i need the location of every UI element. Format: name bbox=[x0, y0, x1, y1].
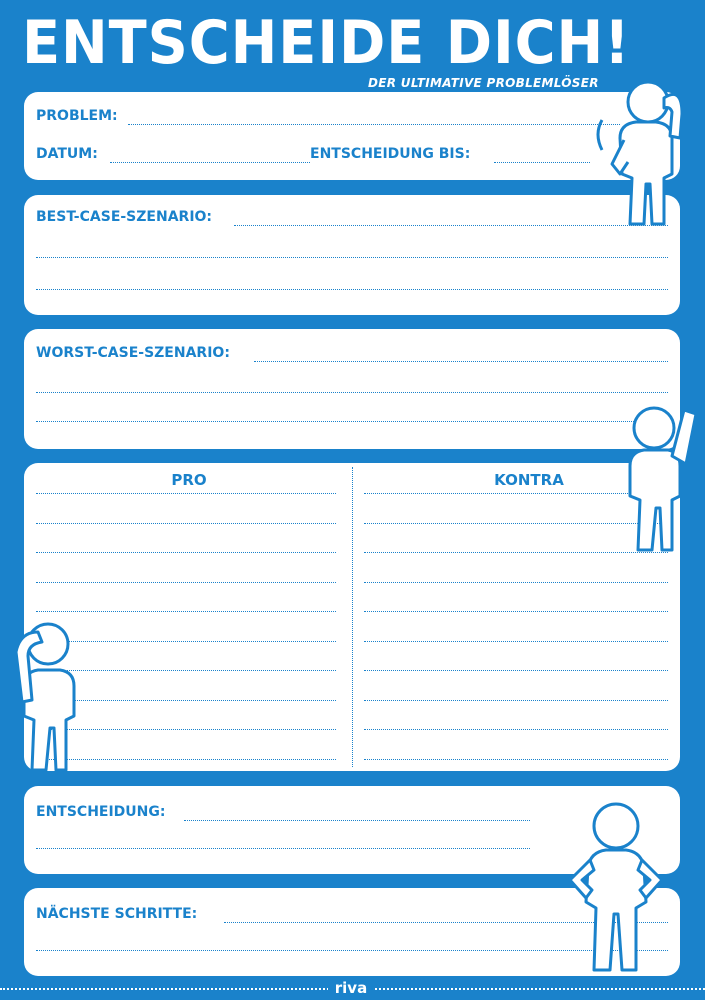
worst-case-line[interactable] bbox=[36, 392, 668, 393]
scratching-head-figure-icon bbox=[12, 612, 82, 774]
entscheidung-bis-label: ENTSCHEIDUNG BIS: bbox=[310, 146, 474, 162]
datum-line[interactable] bbox=[110, 162, 310, 163]
kontra-heading: KONTRA bbox=[494, 471, 564, 489]
page-title: ENTSCHEIDE DICH! bbox=[22, 8, 631, 78]
best-case-line[interactable] bbox=[36, 289, 668, 290]
pro-heading: PRO bbox=[171, 471, 207, 489]
entscheidung-line[interactable] bbox=[184, 820, 530, 821]
best-case-label: BEST-CASE-SZENARIO: bbox=[36, 209, 216, 225]
datum-label: DATUM: bbox=[36, 146, 102, 162]
problem-line[interactable] bbox=[128, 124, 620, 125]
kontra-line[interactable] bbox=[364, 670, 668, 671]
waving-figure-icon bbox=[620, 400, 700, 555]
entscheidung-line[interactable] bbox=[36, 848, 530, 849]
worst-case-line[interactable] bbox=[36, 421, 668, 422]
entscheidung-label: ENTSCHEIDUNG: bbox=[36, 804, 169, 820]
page-subtitle: DER ULTIMATIVE PROBLEMLÖSER bbox=[368, 76, 599, 90]
kontra-line[interactable] bbox=[364, 759, 668, 760]
pro-line[interactable] bbox=[36, 493, 336, 494]
pro-kontra-divider bbox=[352, 467, 353, 767]
pro-line[interactable] bbox=[36, 582, 336, 583]
pro-kontra-panel bbox=[24, 463, 680, 771]
problem-panel bbox=[24, 92, 680, 180]
worst-case-line[interactable] bbox=[254, 361, 668, 362]
best-case-line[interactable] bbox=[36, 257, 668, 258]
worst-case-panel bbox=[24, 329, 680, 449]
kontra-line[interactable] bbox=[364, 582, 668, 583]
kontra-line[interactable] bbox=[364, 641, 668, 642]
entscheidung-bis-line[interactable] bbox=[494, 162, 590, 163]
problem-label: PROBLEM: bbox=[36, 108, 122, 124]
kontra-line[interactable] bbox=[364, 729, 668, 730]
publisher-logo: riva bbox=[328, 978, 374, 1000]
best-case-panel bbox=[24, 195, 680, 315]
hands-on-hips-figure-icon bbox=[560, 798, 670, 973]
thinking-figure-icon bbox=[590, 78, 690, 228]
worst-case-label: WORST-CASE-SZENARIO: bbox=[36, 345, 234, 361]
kontra-line[interactable] bbox=[364, 700, 668, 701]
naechste-schritte-label: NÄCHSTE SCHRITTE: bbox=[36, 906, 201, 922]
kontra-line[interactable] bbox=[364, 611, 668, 612]
pro-line[interactable] bbox=[36, 552, 336, 553]
pro-line[interactable] bbox=[36, 523, 336, 524]
